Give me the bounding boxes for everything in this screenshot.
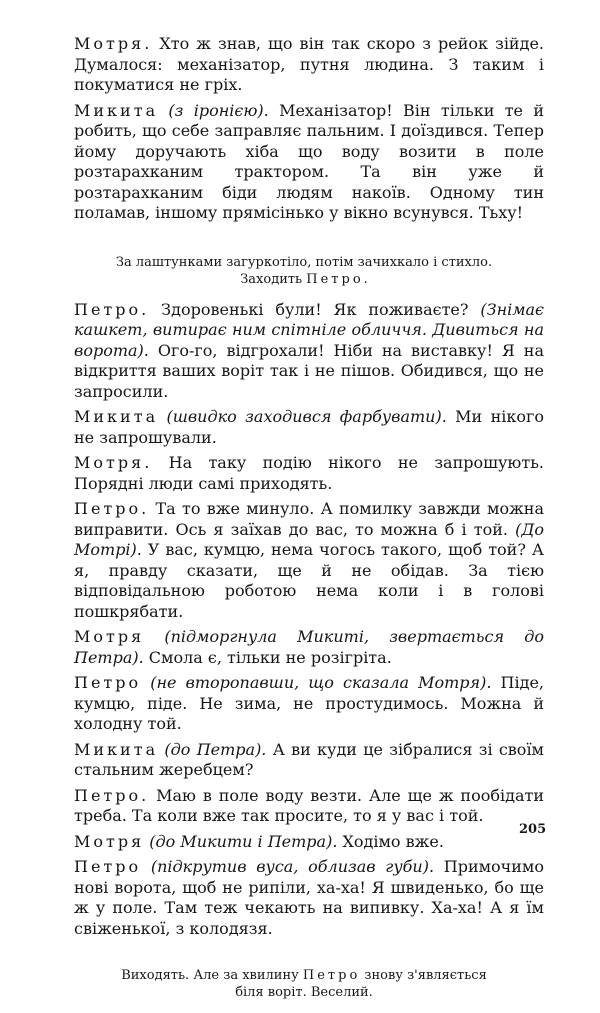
dialogue-paragraph (74, 627, 544, 668)
dialogue-paragraph (74, 740, 544, 781)
stage-remark: (не второпавши, що сказала Мотря). (141, 673, 492, 692)
stage-direction-line (64, 967, 544, 984)
stage-direction-line (64, 271, 544, 288)
dialogue-text: А ви куди це зібралися зі своїм стальним жеребцем? (74, 739, 545, 779)
dialogue-text: Примочимо нові ворота, щоб не рипіли, ха-ха! Я швиденько, бо ще ж у поле. Там теж чекають на випивку. Ха-ха! А я їм свіженької, з колодязя. (74, 857, 545, 938)
dialogue-paragraph (74, 499, 544, 622)
speaker-name: Петро (74, 673, 142, 692)
dialogue-paragraph (74, 407, 544, 448)
dialogue-text: Смола є, тільки не розігріта. (143, 647, 392, 667)
page-number: 205 (519, 822, 547, 837)
speaker-name: Мотря (74, 831, 145, 851)
speaker-name: Мотря (74, 627, 145, 646)
stage-remark: (швидко заходився фарбувати). (158, 407, 447, 426)
dialogue-text: На таку подію нікого не запрошують. Порядні люди самі приходять. (74, 453, 544, 493)
stage-remark: (з іронією). (158, 100, 269, 120)
stage-remark: (підкрутив вуса, облизав губи). (141, 857, 435, 876)
dialogue-text: Хто ж знав, що він так скоро з рейок зійде. Думалося: механізатор, путня людина. З таким і покуматися не гріх. (74, 34, 544, 94)
stage-direction-text: знову з'являється (360, 968, 487, 983)
dialogue-paragraph (74, 453, 544, 494)
stage-remark: (до Микити і Петра). (144, 831, 338, 851)
dialogue-paragraph (74, 34, 544, 96)
speaker-name: Мотря. (74, 34, 153, 53)
dialogue-text: Маю в поле воду везти. Але ще ж пообідати треба. Та коли вже так просите, то я у вас і той. (74, 785, 544, 825)
speaker-name: Петро. (74, 299, 150, 319)
stage-direction (64, 254, 544, 288)
dialogue-paragraph (74, 786, 544, 827)
speaker-name: Петро. (74, 499, 150, 518)
dialogue-paragraph (74, 857, 544, 939)
dialogue-paragraph (74, 101, 544, 224)
stage-remark: (Знімає кашкет, витирає ним спітніле обличчя. Дивиться на ворота). (74, 299, 545, 360)
stage-direction-text: Виходять. Але за хвилину (121, 968, 303, 983)
stage-direction (64, 967, 544, 1001)
speaker-name: Петро. (74, 785, 150, 805)
speaker-name: Микита (74, 100, 159, 120)
stage-remark: (до Петра). (158, 739, 267, 759)
dialogue-text: Ми нікого не запрошували. (74, 407, 545, 447)
stage-direction-character: Петро (302, 968, 361, 983)
stage-direction-text: . (363, 271, 368, 287)
speaker-name: Мотря. (74, 453, 153, 472)
dialogue-paragraph (74, 673, 544, 735)
dialogue-text: Та то вже минуло. А помилку завжди можна виправити. Ось я заїхав до вас, то можна б і той. (74, 499, 544, 539)
play-text (74, 34, 547, 1013)
dialogue-text: Піде, кумцю, піде. Не зима, не простудимось. Можна й холодну той. (74, 673, 545, 733)
stage-remark: (підморгнула Микиті, звертається до Петра). (74, 627, 544, 667)
stage-direction-text: Заходить (240, 271, 307, 287)
stage-direction-character: Петро (306, 271, 364, 287)
dialogue-paragraph (74, 300, 544, 403)
dialogue-text: Здоровенькі були! Як поживаєте? (149, 299, 469, 319)
dialogue-paragraph (74, 832, 544, 853)
speaker-name: Микита (74, 739, 159, 759)
speaker-name: Микита (74, 407, 159, 426)
stage-direction-line: біля воріт. Веселий. (235, 985, 373, 1000)
speaker-name: Петро (74, 857, 142, 876)
dialogue-text: У вас, кумцю, нема чогось такого, щоб той? А я, правду сказати, ще й не обідав. За тією відповідальною роботою нема коли і в голові пошкрябати. (74, 540, 544, 621)
stage-direction-line: За лаштунками загуркотіло, потім зачихкало і стихло. (115, 254, 493, 270)
dialogue-text: Ого-го, відгрохали! Ніби на виставку! Я на відкриття ваших воріт так і не пішов. Обидився, що не запросили. (74, 340, 544, 401)
dialogue-text: Ходімо вже. (337, 831, 444, 851)
stage-remark: (До Мотрі). (74, 519, 545, 559)
dialogue-text: Механізатор! Він тільки те й робить, що себе заправляє пальним. І доїздився. Тепер йому доручають хіба що воду возити в поле розтарахканим трактором. Та він уже й розтарахканим біди людям накоїв. Одному тин поламав, іншому прямісінько у вікно всунувся. Тьху! (74, 100, 544, 222)
